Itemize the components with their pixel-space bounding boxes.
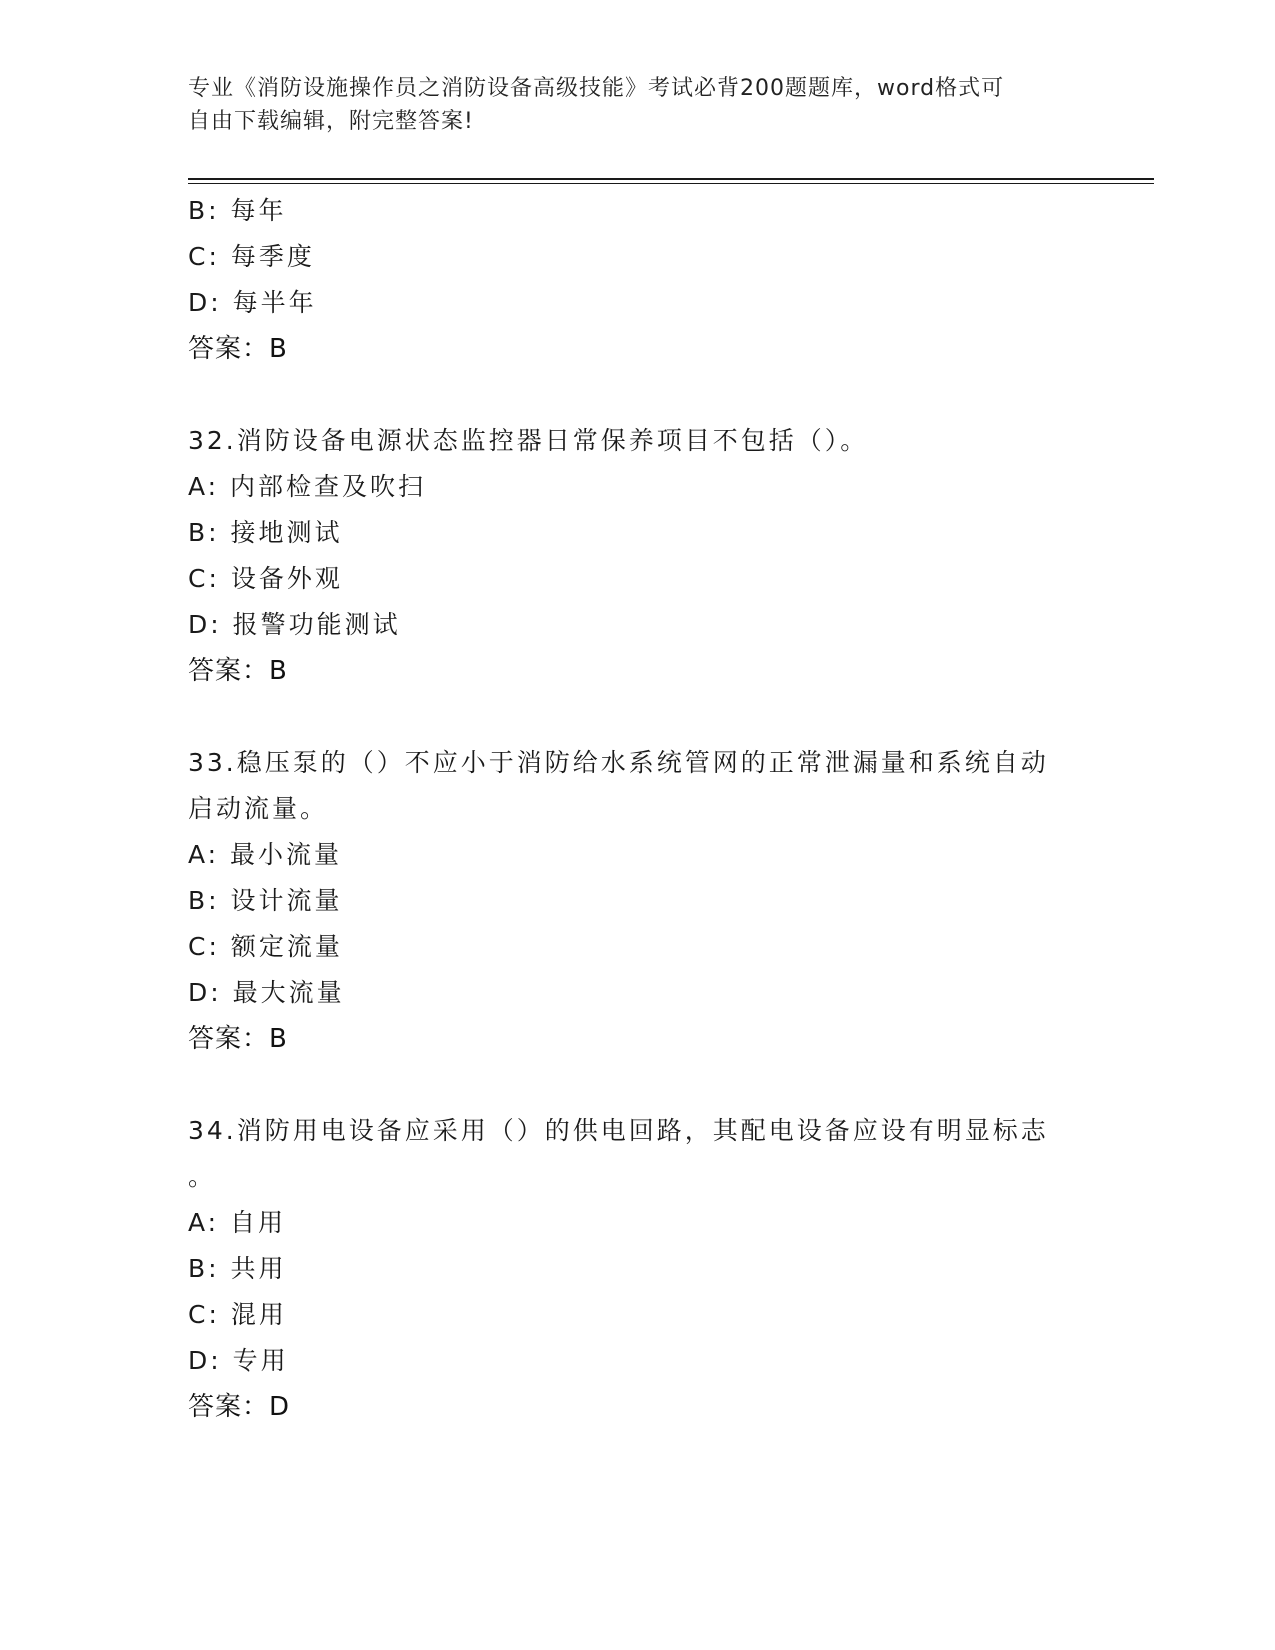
option-d: D: 最大流量 (188, 978, 345, 1007)
option-c: C: 每季度 (188, 242, 315, 271)
header-line-1: 专业《消防设施操作员之消防设备高级技能》考试必背200题题库，word格式可 (188, 76, 1005, 101)
spacer (188, 694, 1088, 740)
question-text-continued: 。 (188, 1162, 217, 1191)
answer-line: 答案：B (188, 1024, 288, 1054)
question-text: 32.消防设备电源状态监控器日常保养项目不包括（）。 (188, 426, 869, 455)
spacer (188, 372, 1088, 418)
option-b: B: 接地测试 (188, 518, 343, 547)
option-c: C: 混用 (188, 1300, 287, 1329)
option-a: A: 自用 (188, 1208, 287, 1237)
option-d: D: 报警功能测试 (188, 610, 401, 639)
answer-line: 答案：D (188, 1392, 291, 1422)
option-a: A: 最小流量 (188, 840, 343, 869)
option-b: B: 设计流量 (188, 886, 343, 915)
option-c: C: 额定流量 (188, 932, 343, 961)
option-d: D: 每半年 (188, 288, 317, 317)
option-b: B: 共用 (188, 1254, 287, 1283)
option-a: A: 内部检查及吹扫 (188, 472, 427, 501)
question-32 (188, 418, 1088, 694)
option-b: B: 每年 (188, 196, 287, 225)
header-divider-thick (188, 178, 1154, 180)
question-31-continued (188, 188, 1088, 372)
option-d: D: 专用 (188, 1346, 289, 1375)
question-text: 34.消防用电设备应采用（）的供电回路，其配电设备应设有明显标志 (188, 1116, 1049, 1145)
option-c: C: 设备外观 (188, 564, 343, 593)
document-header (188, 72, 1088, 138)
question-33 (188, 740, 1088, 1062)
header-divider-thin (188, 183, 1154, 184)
question-text: 33.稳压泵的（）不应小于消防给水系统管网的正常泄漏量和系统自动 (188, 748, 1049, 777)
question-list (188, 188, 1088, 1430)
question-34 (188, 1108, 1088, 1430)
answer-line: 答案：B (188, 334, 288, 364)
question-text-continued: 启动流量。 (188, 794, 329, 823)
spacer (188, 1062, 1088, 1108)
header-line-2: 自由下载编辑，附完整答案! (188, 109, 474, 134)
answer-line: 答案：B (188, 656, 288, 686)
